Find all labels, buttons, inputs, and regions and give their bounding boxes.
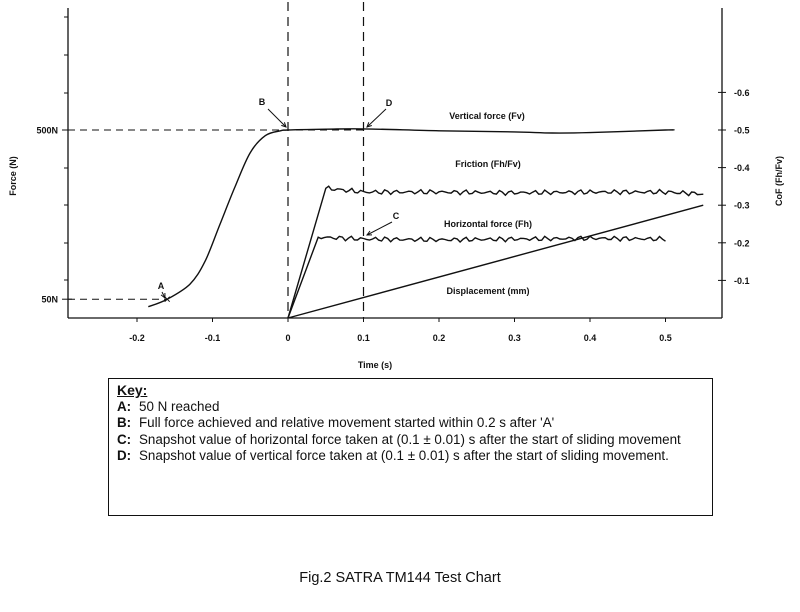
y-right-tick-label: -0.6	[734, 87, 750, 98]
y-right-tick-label: -0.4	[734, 163, 750, 174]
key-box	[108, 378, 713, 516]
vertical-force-line	[148, 129, 674, 307]
annotation-label: C	[392, 211, 400, 221]
annotation-label: A	[157, 281, 165, 291]
y-left-tick-label: 500N	[36, 125, 58, 136]
series-label: Horizontal force (Fh)	[444, 219, 532, 229]
annotation-leader	[367, 109, 386, 127]
x-axis-title: Time (s)	[357, 360, 393, 370]
key-text: Full force achieved and relative movement started within 0.2 s after 'A'	[139, 415, 555, 430]
series-label: Vertical force (Fv)	[449, 111, 525, 121]
key-item-c	[117, 432, 704, 449]
series-label: Friction (Fh/Fv)	[455, 159, 521, 169]
x-tick-label: 0.5	[659, 333, 672, 343]
key-letter: D:	[117, 448, 132, 463]
annotation-label: D	[385, 98, 393, 108]
key-letter: C:	[117, 431, 132, 447]
y-left-axis-title: Force (N)	[8, 156, 18, 196]
annotation-label: B	[258, 97, 266, 107]
y-left-tick-label: 50N	[41, 294, 58, 305]
x-tick-label: -0.2	[129, 333, 145, 343]
friction-line	[288, 186, 703, 318]
key-item-a	[117, 399, 704, 416]
horizontal-force-line	[288, 236, 666, 318]
x-tick-label: 0.3	[508, 333, 521, 343]
key-item-b	[117, 415, 704, 432]
key-letter: A:	[117, 398, 132, 414]
y-right-axis-title: CoF (Fh/Fv)	[774, 156, 784, 206]
key-item-d	[117, 448, 704, 465]
x-tick-label: 0	[285, 333, 291, 343]
y-right-tick-label: -0.3	[734, 200, 750, 211]
annotation-leader	[268, 109, 286, 127]
figure-caption: Fig.2 SATRA TM144 Test Chart	[299, 570, 501, 586]
key-text: Snapshot value of horizontal force taken at (0.1 ± 0.01) s after the start of sliding movement	[139, 431, 681, 447]
annotation-leader	[367, 222, 392, 235]
x-tick-label: 0.4	[583, 333, 597, 343]
series-label: Displacement (mm)	[446, 286, 530, 296]
x-tick-label: -0.1	[204, 333, 221, 343]
y-right-tick-label: -0.5	[734, 125, 750, 136]
key-text: 50 N reached	[139, 398, 220, 414]
x-tick-label: 0.2	[432, 333, 446, 343]
y-right-tick-label: -0.2	[734, 238, 750, 249]
key-letter: B:	[117, 415, 132, 430]
key-title: Key:	[117, 382, 148, 398]
x-tick-label: 0.1	[357, 333, 370, 343]
key-text: Snapshot value of vertical force taken at (0.1 ± 0.01) s after the start of sliding movement.	[139, 448, 669, 463]
y-right-tick-label: -0.1	[734, 275, 750, 286]
